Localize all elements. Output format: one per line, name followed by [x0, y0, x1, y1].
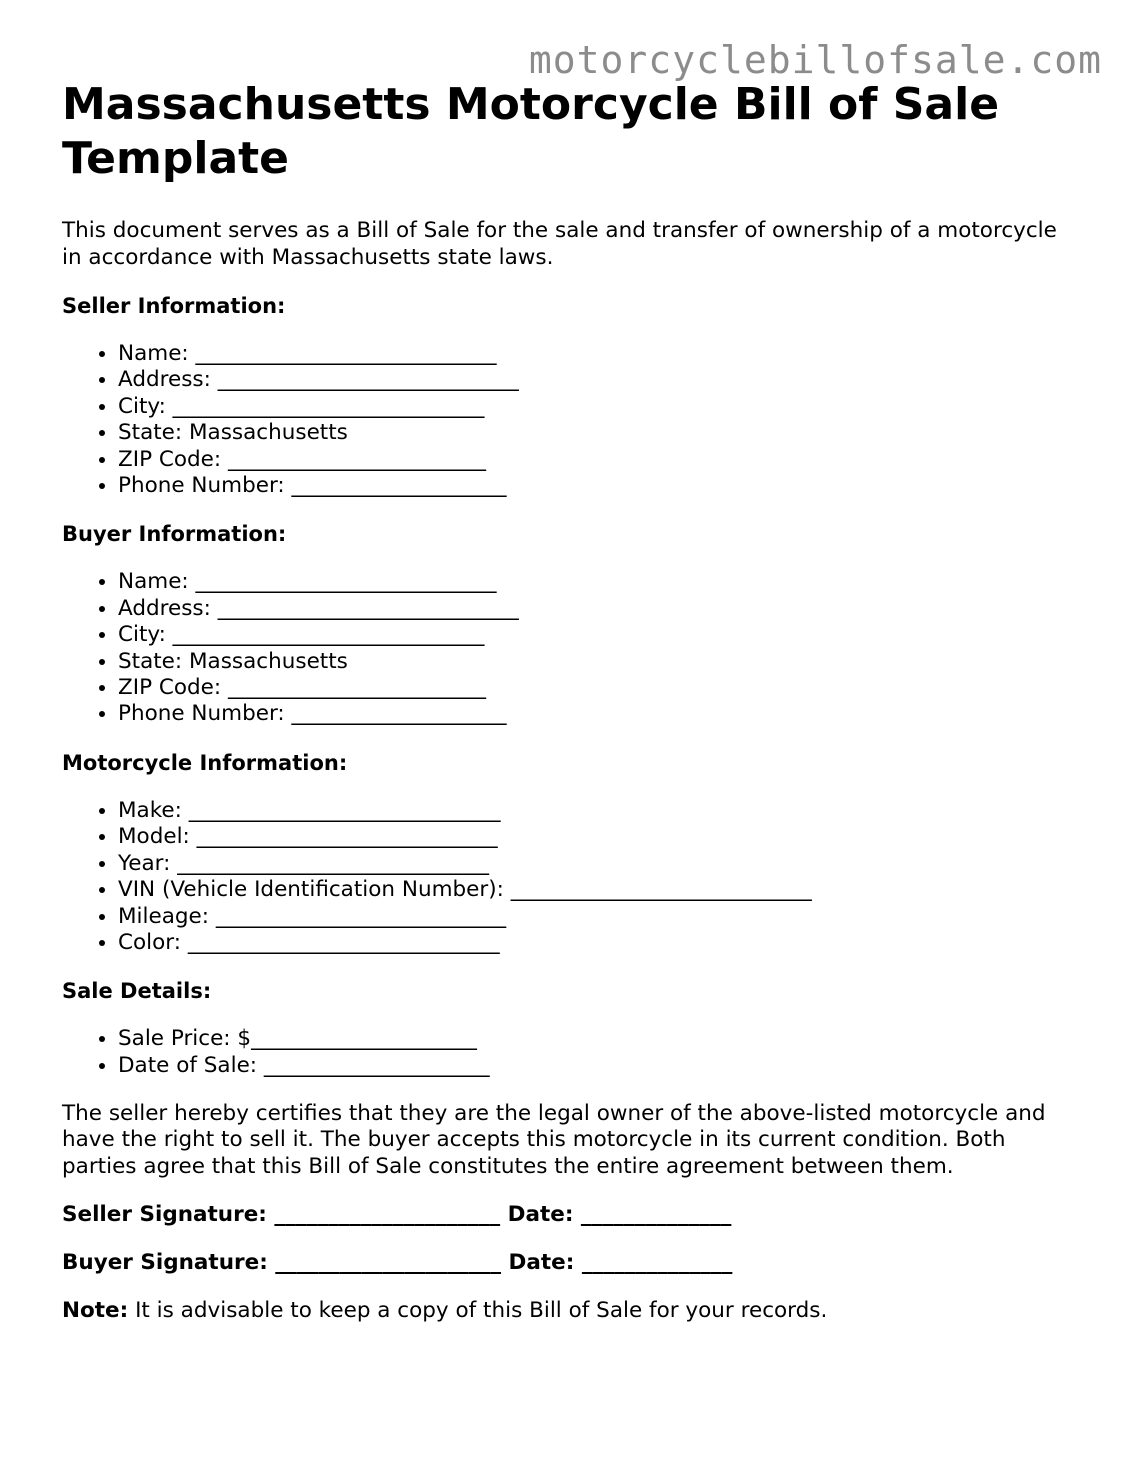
buyer-city-field: • City: _____________________________	[118, 622, 1082, 648]
buyer-section-heading: Buyer Information:	[62, 522, 287, 547]
motorcycle-model-field: • Model: ____________________________	[118, 824, 1082, 850]
sale-field-list	[62, 1026, 1082, 1079]
buyer-signature-line: Buyer Signature: _____________________ Date: ______________	[62, 1250, 733, 1276]
seller-address-field: • Address: ____________________________	[118, 367, 1082, 393]
buyer-name-field: • Name: ____________________________	[118, 569, 1082, 595]
motorcycle-mileage-field: • Mileage: ___________________________	[118, 904, 1082, 930]
sale-section-heading: Sale Details:	[62, 979, 212, 1004]
motorcycle-color-field: • Color: _____________________________	[118, 930, 1082, 956]
seller-section-heading: Seller Information:	[62, 294, 286, 318]
sale-date-field: • Date of Sale: _____________________	[118, 1053, 1082, 1079]
seller-signature-line: Seller Signature: _____________________ Date: ______________	[62, 1202, 732, 1228]
buyer-address-field: • Address: ____________________________	[118, 596, 1082, 622]
document-title: Massachusetts Motorcycle Bill of Sale Template	[62, 79, 1000, 184]
motorcycle-make-field: • Make: _____________________________	[118, 798, 1082, 824]
motorcycle-section-heading: Motorcycle Information:	[62, 750, 348, 775]
seller-phone-field: • Phone Number: ____________________	[118, 473, 1082, 499]
intro-paragraph: This document serves as a Bill of Sale for the sale and transfer of ownership of a motorcycle in accordance with Massachusetts state laws.	[62, 218, 1057, 270]
seller-name-field: • Name: ____________________________	[118, 341, 1082, 367]
note-paragraph	[62, 1298, 1082, 1324]
document-page	[62, 78, 1082, 1324]
certification-paragraph: The seller hereby certifies that they are the legal owner of the above-listed motorcycle and have the right to sell it. The buyer accepts this motorcycle in its current condition. Both parties agree that this Bill of Sale constitutes the entire agreement between them.	[62, 1101, 1046, 1179]
note-label: Note:	[62, 1298, 129, 1324]
seller-city-field: • City: _____________________________	[118, 394, 1082, 420]
motorcycle-field-list	[62, 798, 1082, 956]
sale-price-field: • Sale Price: $_____________________	[118, 1026, 1082, 1052]
seller-field-list	[62, 341, 1082, 499]
buyer-phone-field: • Phone Number: ____________________	[118, 701, 1082, 727]
site-watermark: motorcyclebillofsale.com	[528, 38, 1102, 82]
seller-zip-field: • ZIP Code: ________________________	[118, 447, 1082, 473]
buyer-state-field: • State: Massachusetts	[118, 649, 1082, 675]
motorcycle-year-field: • Year: _____________________________	[118, 851, 1082, 877]
buyer-zip-field: • ZIP Code: ________________________	[118, 675, 1082, 701]
seller-state-field: • State: Massachusetts	[118, 420, 1082, 446]
buyer-field-list	[62, 569, 1082, 727]
note-text: It is advisable to keep a copy of this Bill of Sale for your records.	[128, 1298, 828, 1324]
motorcycle-vin-field: • VIN (Vehicle Identification Number): ____________________________	[118, 877, 1082, 903]
